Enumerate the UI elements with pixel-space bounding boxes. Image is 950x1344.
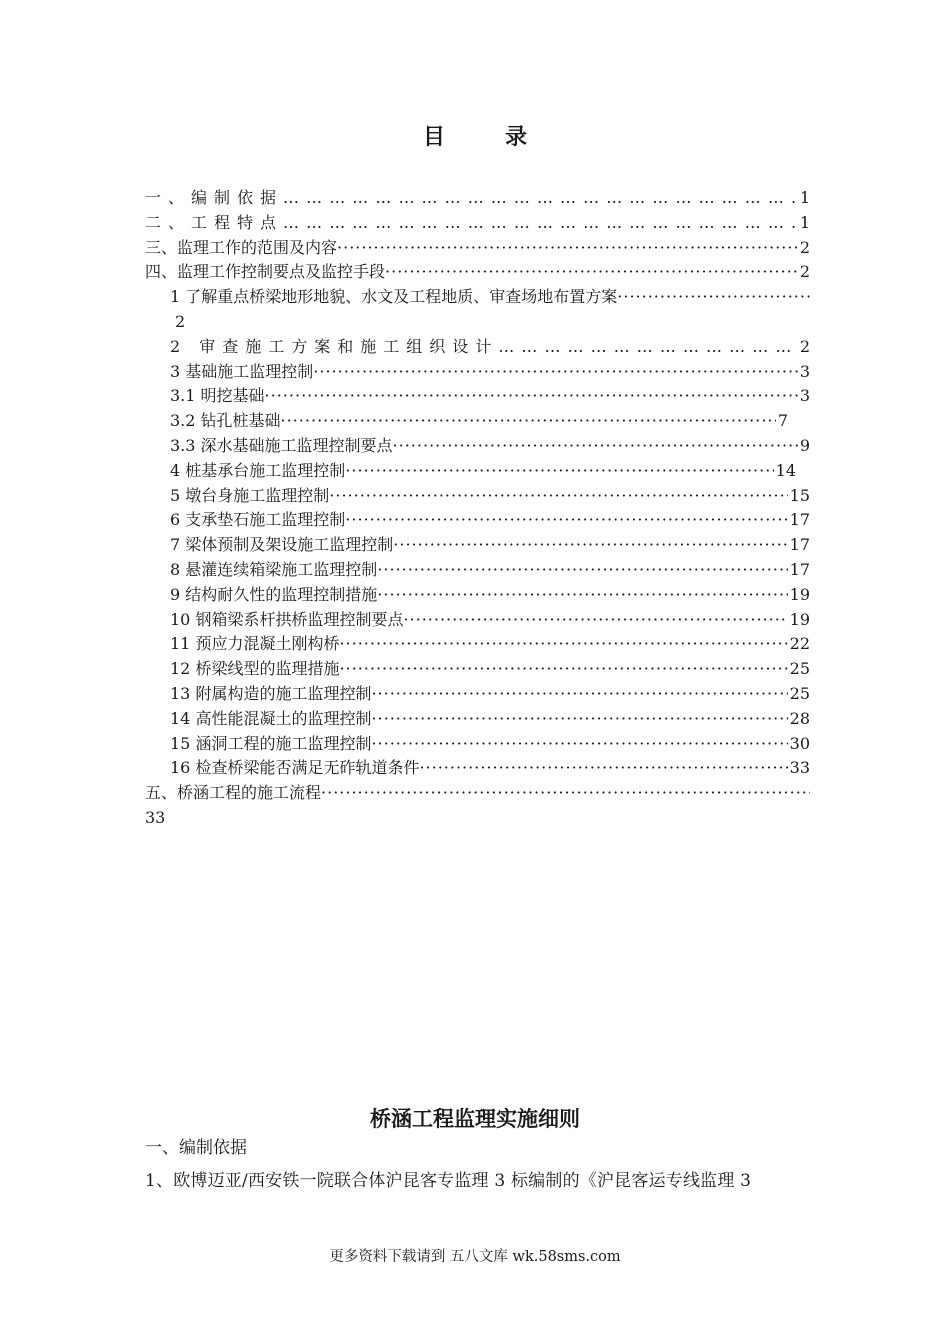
toc-leader-dots [329, 484, 787, 509]
toc-entry-page: 28 [789, 708, 810, 728]
document-title: 桥涵工程监理实施细则 [370, 1106, 580, 1131]
toc-entry-page: 19 [789, 609, 810, 629]
toc-entry-page: 9 [799, 435, 810, 455]
toc-leader-dots [419, 756, 787, 781]
toc-leader-dots [393, 533, 787, 558]
toc-entry[interactable] [145, 657, 810, 682]
toc-entry[interactable] [145, 211, 810, 236]
toc-leader-dots [321, 781, 810, 806]
toc-leader-dots [313, 360, 798, 385]
toc-leader-dots [393, 434, 798, 459]
toc-entry-page: 17 [789, 559, 810, 579]
toc-entry-page: 14 [775, 460, 796, 480]
toc-entry-label: 9 结构耐久性的监理控制措施 [170, 584, 378, 604]
toc-entry[interactable] [145, 682, 810, 707]
toc-entry[interactable] [145, 384, 810, 409]
toc-entry-page: 15 [789, 485, 810, 505]
toc-entry-label: 4 桩基承台施工监理控制 [170, 460, 346, 480]
toc-leader-dots [281, 409, 776, 434]
table-of-contents [145, 186, 810, 831]
toc-leader-dots [385, 260, 798, 285]
toc-leader-dots [377, 583, 787, 608]
toc-entry-page: 2 [799, 237, 810, 257]
toc-entry[interactable] [145, 260, 810, 285]
toc-entry[interactable] [145, 360, 810, 385]
toc-entry-label: 16 检查桥梁能否满足无砟轨道条件 [170, 758, 420, 778]
toc-entry[interactable] [145, 484, 810, 509]
toc-entry-label: 6 支承垫石施工监理控制 [170, 510, 346, 530]
toc-entry-label: 四、监理工作控制要点及监控手段 [145, 262, 386, 282]
toc-entry[interactable] [145, 459, 810, 484]
toc-leader-dots [283, 211, 798, 236]
toc-entry[interactable] [145, 781, 810, 806]
toc-entry-label: 1 了解重点桥梁地形地貌、水文及工程地质、审查场地布置方案 [170, 287, 618, 307]
toc-leader-dots [345, 459, 773, 484]
toc-leader-dots [339, 657, 787, 682]
toc-entry-label: 2 审查施工方案和施工组织设计 [170, 336, 499, 356]
toc-entry-label: 8 悬灌连续箱梁施工监理控制 [170, 559, 378, 579]
toc-entry-label: 11 预应力混凝土刚构桥 [170, 634, 340, 654]
toc-entry-label: 二、工程特点 [145, 212, 284, 232]
toc-entry-label: 一、编制依据 [145, 188, 284, 207]
toc-leader-dots [371, 732, 787, 757]
section-heading: 一、编制依据 [145, 1138, 247, 1158]
toc-leader-dots [498, 335, 798, 360]
toc-entry-page: 33 [789, 758, 810, 778]
toc-entry-page: 25 [789, 659, 810, 679]
toc-leader-dots [345, 508, 787, 533]
toc-entry[interactable] [145, 732, 810, 757]
toc-entry[interactable] [145, 583, 810, 608]
toc-entry[interactable] [145, 632, 810, 657]
toc-entry-label: 3.3 深水基础施工监理控制要点 [170, 435, 393, 455]
toc-entry-label: 3.1 明挖基础 [170, 386, 265, 406]
toc-entry-page: 1 [799, 188, 810, 207]
toc-entry[interactable] [145, 236, 810, 261]
toc-leader-dots [403, 608, 787, 633]
toc-entry[interactable] [145, 508, 810, 533]
toc-entry-page: 30 [789, 733, 810, 753]
toc-leader-dots [265, 384, 798, 409]
toc-entry[interactable] [145, 434, 810, 459]
toc-entry-page: 2 [175, 311, 186, 331]
toc-entry-label: 五、桥涵工程的施工流程 [145, 783, 322, 803]
toc-leader-dots [617, 285, 810, 310]
toc-entry-page: 2 [799, 262, 810, 282]
toc-entry-page: 3 [799, 361, 810, 381]
toc-entry-label: 13 附属构造的施工监理控制 [170, 683, 372, 703]
toc-entry[interactable] [145, 335, 810, 360]
toc-entry[interactable] [145, 707, 810, 732]
toc-entry-label: 三、监理工作的范围及内容 [145, 237, 338, 257]
body-paragraph: 1、欧博迈亚/西安铁一院联合体沪昆客专监理 3 标编制的《沪昆客运专线监理 3 [145, 1171, 752, 1191]
toc-entry-page: 22 [789, 634, 810, 654]
footer-text: 更多资料下载请到 五八文库 wk.58sms.com [329, 1249, 621, 1265]
toc-entry-label: 7 梁体预制及架设施工监理控制 [170, 535, 394, 555]
toc-leader-dots [337, 236, 798, 261]
toc-entry-label: 5 墩台身施工监理控制 [170, 485, 330, 505]
toc-entry[interactable] [145, 409, 810, 434]
toc-entry-page: 19 [789, 584, 810, 604]
toc-entry-label: 15 涵洞工程的施工监理控制 [170, 733, 372, 753]
toc-title: 目录 [422, 124, 587, 150]
toc-entry-page: 7 [777, 411, 788, 431]
toc-leader-dots [283, 186, 798, 211]
toc-entry-label: 3 基础施工监理控制 [170, 361, 314, 381]
toc-entry-label: 12 桥梁线型的监理措施 [170, 659, 340, 679]
toc-entry-label: 10 钢箱梁系杆拱桥监理控制要点 [170, 609, 404, 629]
toc-entry-page: 3 [799, 386, 810, 406]
toc-entry[interactable] [145, 558, 810, 583]
toc-leader-dots [339, 632, 787, 657]
toc-entry-page: 17 [789, 535, 810, 555]
toc-entry-page: 1 [799, 212, 810, 232]
toc-entry[interactable] [145, 756, 810, 781]
toc-entry-page: 17 [789, 510, 810, 530]
toc-entry-page: 33 [145, 807, 166, 827]
toc-entry[interactable] [145, 186, 810, 211]
toc-entry-page: 2 [799, 336, 810, 356]
toc-leader-dots [377, 558, 787, 583]
toc-entry[interactable] [145, 285, 810, 310]
toc-entry[interactable] [145, 608, 810, 633]
toc-leader-dots [371, 707, 787, 732]
toc-entry-page: 25 [789, 683, 810, 703]
toc-leader-dots [371, 682, 787, 707]
toc-entry[interactable] [145, 533, 810, 558]
toc-entry-label: 3.2 钻孔桩基础 [170, 411, 281, 431]
toc-entry-label: 14 高性能混凝土的监理控制 [170, 708, 372, 728]
